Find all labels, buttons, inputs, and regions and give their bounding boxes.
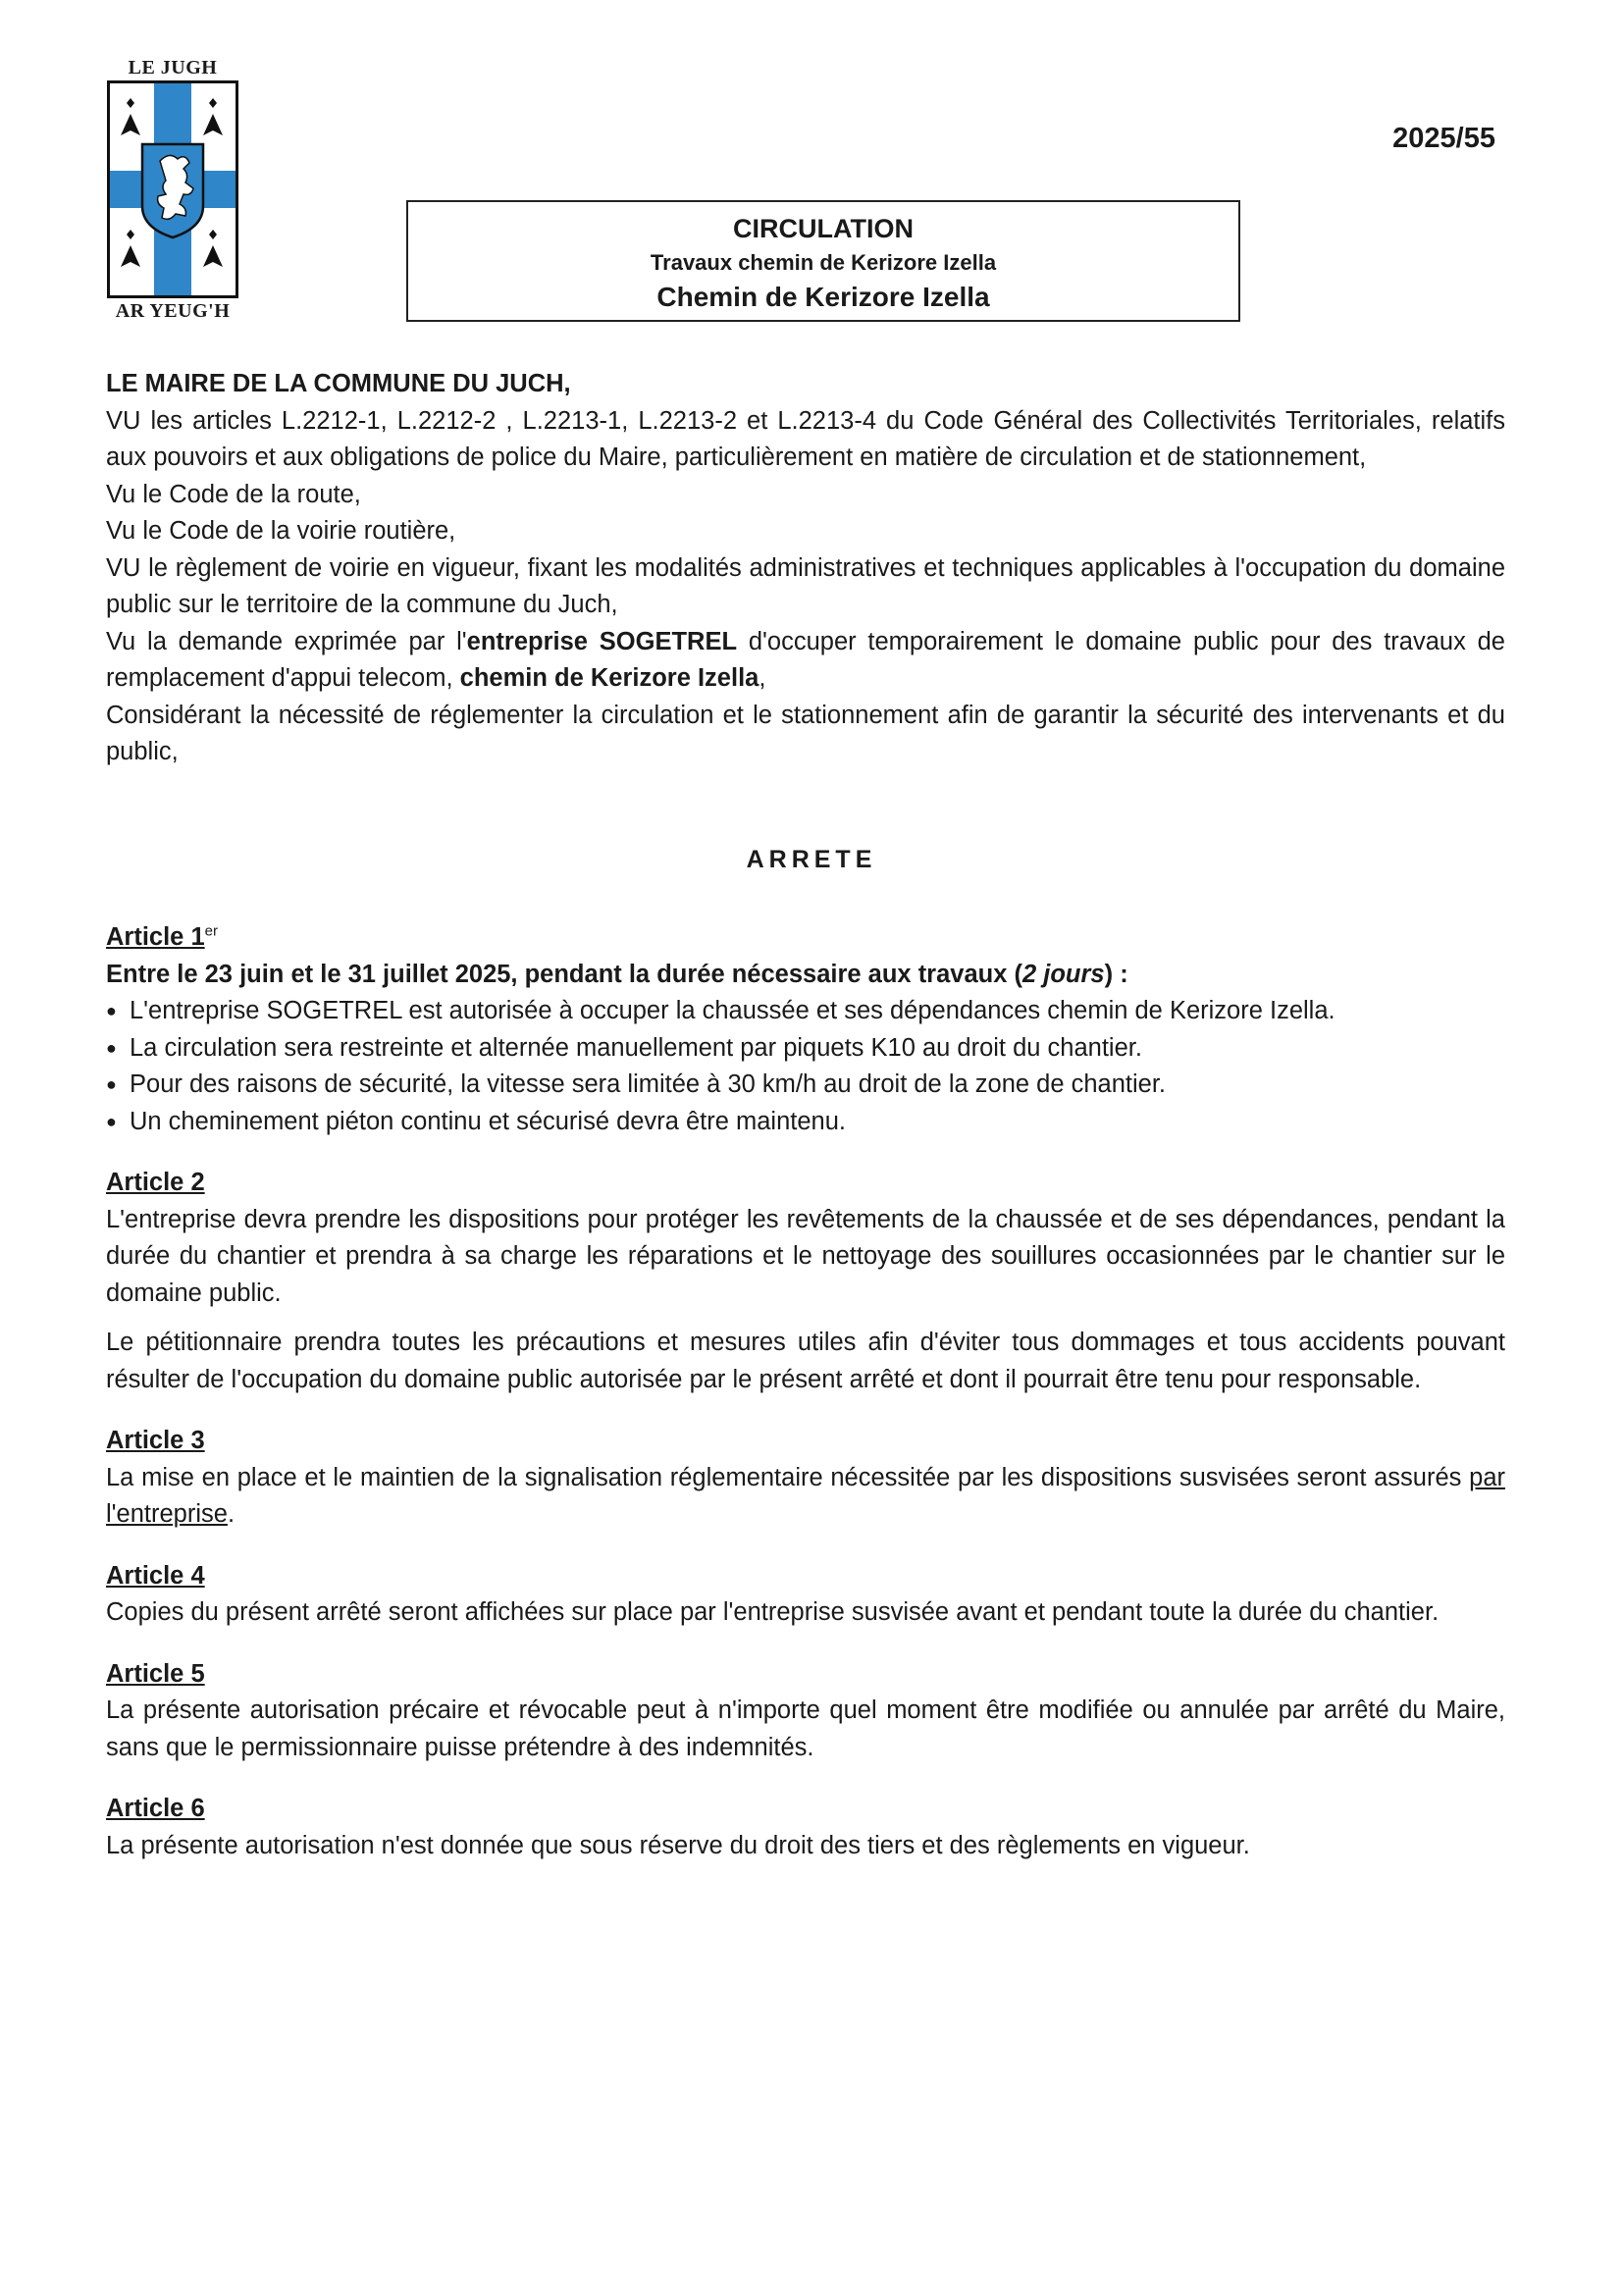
- title-circulation: CIRCULATION: [733, 214, 914, 243]
- article-1-duration: 2 jours: [1022, 960, 1105, 988]
- article-2-para-2: Le pétitionnaire prendra toutes les précautions et mesures utiles afin d'éviter tous dommages et tous accidents pouvant résulter de l'occupation du domaine public autorisée par le présent arrêté et dont il pourrait être tenu pour responsable.: [106, 1329, 1505, 1393]
- vu-reglement: VU le règlement de voirie en vigueur, fixant les modalités administratives et techniques applicables à l'occupation du domaine public sur le territoire de la commune du Juch,: [106, 553, 1505, 618]
- article-1-bullet: ● La circulation sera restreinte et alternée manuellement par piquets K10 au droit du chantier.: [106, 1030, 1505, 1068]
- coat-of-arms: [104, 57, 241, 328]
- article-1-sup: er: [204, 922, 218, 940]
- article-3-text-c: .: [227, 1500, 236, 1528]
- article-1-intro-c: ) :: [1104, 960, 1128, 988]
- vu-code-route: Vu le Code de la route,: [106, 480, 361, 508]
- title-location: Chemin de Kerizore Izella: [656, 282, 990, 312]
- demande-text-2: d'occuper temporairement le domaine public pour des travaux de remplacement d'appui telecom,: [106, 627, 1505, 692]
- title-works: Travaux chemin de Kerizore Izella: [650, 250, 997, 275]
- preamble-heading: LE MAIRE DE LA COMMUNE DU JUCH,: [106, 370, 571, 397]
- article-6-title: Article 6: [106, 1795, 205, 1822]
- location-name: chemin de Kerizore Izella: [459, 664, 759, 692]
- vu-articles: VU les articles L.2212-1, L.2212-2 , L.2213-1, L.2213-2 et L.2213-4 du Code Général des Collectivités Territoriales, relatifs aux pouvoirs et aux obligations de police du Maire, particulièrement en matière de circulation et de stationnement,: [106, 406, 1505, 471]
- article-2-para-1: L'entreprise devra prendre les dispositions pour protéger les revêtements de la chaussée et de ses dépendances, pendant la durée du chantier et prendra à sa charge les réparations et le nettoyage des souillures occasionnées par le chantier sur le domaine public.: [106, 1205, 1505, 1307]
- article-3-underlined: par l'entreprise: [106, 1463, 1505, 1528]
- arrete-heading: ARRETE: [746, 846, 877, 873]
- article-1-intro-a: Entre le 23 juin et le 31 juillet 2025, pendant la durée nécessaire aux travaux (: [106, 960, 1022, 988]
- vu-demande: [106, 624, 1505, 698]
- article-3-title: Article 3: [106, 1427, 205, 1454]
- article-3-text-a: La mise en place et le maintien de la signalisation réglementaire nécessitée par les dispositions susvisées seront assurés: [106, 1463, 1470, 1491]
- article-4-title: Article 4: [106, 1561, 205, 1590]
- article-1-title: [106, 919, 1505, 957]
- demande-text: Vu la demande exprimée par l': [106, 627, 467, 655]
- articles: [106, 919, 1505, 1864]
- company-name: entreprise SOGETREL: [466, 627, 738, 655]
- article-1-intro: [106, 957, 1505, 994]
- vu-code-voirie: Vu le Code de la voirie routière,: [106, 517, 456, 545]
- article-1-bullet: ● Pour des raisons de sécurité, la vitesse sera limitée à 30 km/h au droit de la zone de chantier.: [106, 1067, 1505, 1104]
- article-1-bullet: ● L'entreprise SOGETREL est autorisée à occuper la chaussée et ses dépendances chemin de Kerizore Izella.: [106, 993, 1505, 1030]
- demande-end: ,: [759, 664, 766, 692]
- title-box: [406, 200, 1240, 322]
- article-4-text: Copies du présent arrêté seront affichées sur place par l'entreprise susvisée avant et pendant toute la durée du chantier.: [106, 1598, 1440, 1626]
- article-2-title: Article 2: [106, 1169, 205, 1196]
- article-1-bullet: ● Un cheminement piéton continu et sécurisé devra être maintenu.: [106, 1104, 1505, 1141]
- article-6-text: La présente autorisation n'est donnée que sous réserve du droit des tiers et des règlements en vigueur.: [106, 1831, 1250, 1859]
- article-3-text: [106, 1460, 1505, 1534]
- crest-shield-icon: [107, 80, 238, 298]
- article-1-label: Article 1: [106, 923, 205, 951]
- article-5-text: La présente autorisation précaire et révocable peut à n'importe quel moment être modifiée ou annulée par arrêté du Maire, sans que le permissionnaire puisse prétendre à des indemnités.: [106, 1696, 1505, 1761]
- decree-number: 2025/55: [1392, 123, 1495, 154]
- preamble: [106, 366, 1505, 771]
- article-5-title: Article 5: [106, 1659, 205, 1688]
- considerant: Considérant la nécessité de réglementer la circulation et le stationnement afin de garantir la sécurité des intervenants et du public,: [106, 701, 1505, 765]
- crest-bottom-label: AR YEUG'H: [115, 300, 231, 322]
- crest-top-label: LE JUGH: [128, 57, 218, 78]
